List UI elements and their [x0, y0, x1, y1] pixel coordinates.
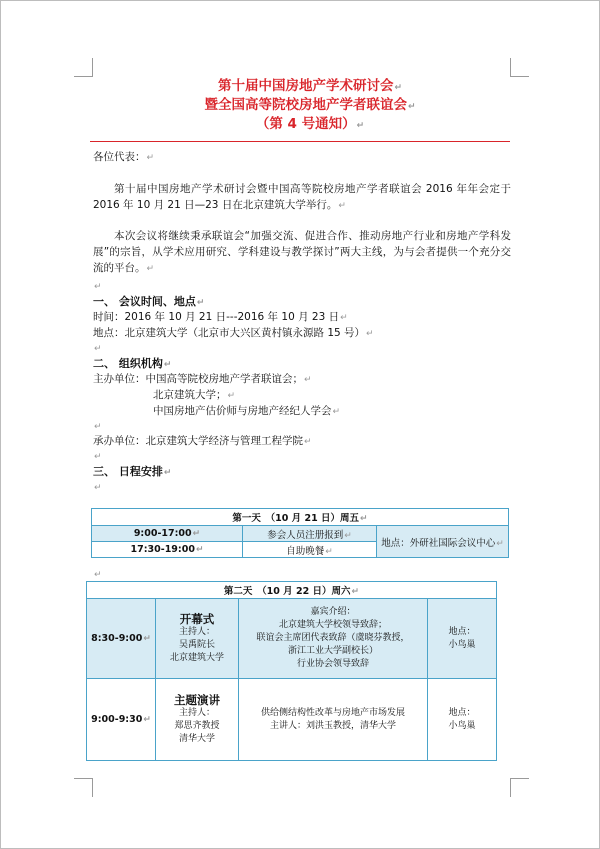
title-line-3: （第 4 号通知）↵	[255, 116, 365, 132]
crop-mark-top-left	[74, 58, 93, 77]
blank-line: ↵	[94, 282, 102, 292]
day2-row2-time: 9:00-9:30↵	[87, 679, 156, 761]
organizer-unit: 承办单位：北京建筑大学经济与管理工程学院↵	[93, 435, 312, 447]
blank-line: ↵	[94, 452, 102, 462]
table-row	[87, 599, 497, 679]
section-3-heading: 三、 日程安排↵	[93, 465, 172, 478]
section-1-heading: 一、 会议时间、地点↵	[93, 295, 205, 308]
day2-row2-location: 地点： 小鸟巢	[428, 679, 497, 761]
day2-row1-details: 嘉宾介绍： 北京建筑大学校领导致辞； 联谊会主席团代表致辞（虞晓芬教授， 浙江工业大学副校长） 行业协会领导致辞	[239, 599, 428, 679]
day2-row1-session: 开幕式 主持人： 吴禹院长 北京建筑大学	[156, 599, 239, 679]
table-row	[87, 679, 497, 761]
title-line-2: 暨全国高等院校房地产学者联谊会↵	[204, 97, 416, 113]
day2-row1-location: 地点： 小鸟巢	[428, 599, 497, 679]
crop-mark-bottom-right	[510, 778, 529, 797]
crop-mark-bottom-left	[74, 778, 93, 797]
day1-event-1: 参会人员注册报到↵	[243, 526, 377, 542]
blank-line: ↵	[94, 483, 102, 493]
crop-mark-top-right	[510, 58, 529, 77]
blank-line: ↵	[94, 422, 102, 432]
day2-schedule-table	[86, 581, 497, 761]
section-2-heading: 二、 组织机构↵	[93, 357, 172, 370]
day1-time-2: 17:30-19:00↵	[92, 542, 243, 558]
meeting-place: 地点：北京建筑大学（北京市大兴区黄村镇永源路 15 号）↵	[93, 327, 374, 339]
day1-location: 地点：外研社国际会议中心↵	[377, 526, 509, 558]
day1-schedule-table	[91, 508, 509, 558]
blank-line: ↵	[94, 570, 102, 580]
day1-event-2: 自助晚餐↵	[243, 542, 377, 558]
greeting: 各位代表：↵	[93, 151, 155, 163]
host-units: 主办单位：中国高等院校房地产学者联谊会；↵	[93, 373, 312, 385]
host-unit-3: 中国房地产估价师与房地产经纪人学会↵	[153, 405, 341, 417]
day2-row2-details: 供给侧结构性改革与房地产市场发展 主讲人：刘洪玉教授，清华大学	[239, 679, 428, 761]
day1-time-1: 9:00-17:00↵	[92, 526, 243, 542]
paragraph-1: 第十届中国房地产学术研讨会暨中国高等院校房地产学者联谊会 2016 年年会定于 2016 年 10 月 21 日—23 日在北京建筑大学举行。↵	[93, 183, 511, 211]
day1-header: 第一天 （10 月 21 日）周五↵	[92, 509, 509, 526]
day2-header: 第二天 （10 月 22 日）周六↵	[87, 582, 497, 599]
title-line-1: 第十届中国房地产学术研讨会↵	[217, 78, 403, 94]
day2-row2-session: 主题演讲 主持人： 郑思齐教授 清华大学	[156, 679, 239, 761]
host-unit-2: 北京建筑大学；↵	[153, 389, 236, 401]
blank-line: ↵	[94, 344, 102, 354]
day2-row1-time: 8:30-9:00↵	[87, 599, 156, 679]
title-rule	[90, 141, 510, 142]
meeting-time: 时间：2016 年 10 月 21 日---2016 年 10 月 23 日↵	[93, 311, 348, 323]
paragraph-2: 本次会议将继续秉承联谊会“加强交流、促进合作、推动房地产行业和房地产学科发展”的宗旨，从学术应用研究、学科建设与教学探讨”两大主线，为与会者提供一个充分交流的平台。↵	[93, 230, 511, 274]
